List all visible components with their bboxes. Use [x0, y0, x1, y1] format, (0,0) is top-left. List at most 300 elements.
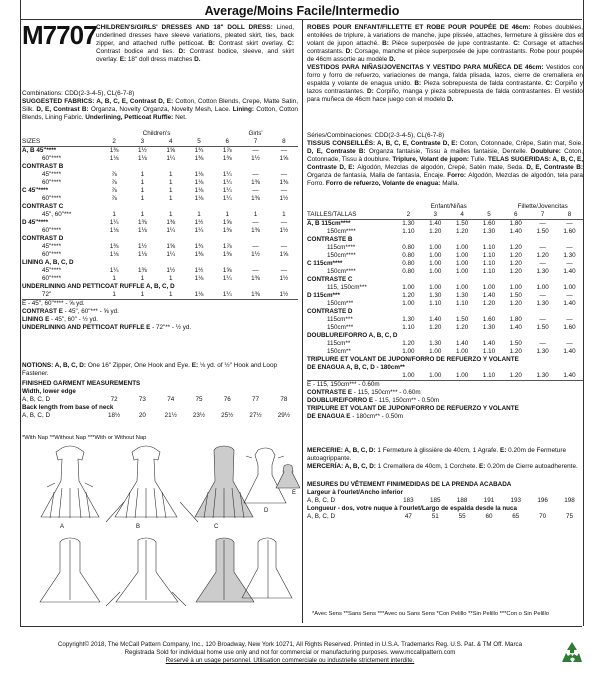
desc-fr-bold: D. — [389, 56, 396, 63]
yardage-cell: — — [280, 267, 287, 274]
yardage-row — [22, 227, 298, 235]
section-row — [22, 259, 298, 267]
recycle-icon — [558, 640, 586, 668]
english-fabrics — [22, 98, 298, 122]
row-label: 60"**** — [42, 155, 62, 162]
sketch-back-views — [40, 538, 292, 606]
row-label: 60"**** — [42, 227, 62, 234]
back-label-row — [22, 404, 298, 412]
yardage-row — [22, 267, 298, 275]
view-label-b: B — [136, 524, 141, 530]
yardage-cell: — — [252, 171, 259, 178]
notions-es-text: 0.20m de Cierre autoadherente. — [487, 463, 578, 470]
yardage-row — [307, 324, 583, 332]
note-cell: CONTRASTE E - 115, 150cm*** - 0.60m — [307, 389, 421, 396]
section-row — [307, 308, 583, 316]
desc-en-bold: CHILDREN'S/GIRLS' DRESSES AND 18" DOLL DRESS: — [96, 24, 277, 31]
note-row — [22, 300, 298, 309]
yardage-cell: 0.80 — [402, 244, 415, 251]
measure-cell: 72 — [110, 396, 118, 403]
fabrics-es-bold: TELAS SUGERIDAS: A, B, C, E, Contraste D, E: — [307, 156, 584, 171]
desc-en-text: 18" doll dress matches — [127, 56, 195, 63]
section-label: CONTRASTE B — [307, 236, 353, 243]
fabrics-en-bold: D, E, Contrast B: — [36, 106, 91, 113]
fabrics-en-bold: SUGGESTED FABRICS: A, B, C, E, Contrast D, E: — [22, 98, 176, 105]
yardage-cell: 1.40 — [482, 292, 496, 299]
yardage-cell: 1.20 — [509, 300, 522, 307]
sketch-view-e — [276, 465, 300, 489]
fabrics-en-bold: Lining: — [232, 106, 257, 113]
yardage-cell: 1.80 — [509, 316, 522, 323]
yardage-cell: 1.30 — [429, 340, 442, 347]
yardage-row — [22, 243, 298, 251]
yardage-cell: 1.20 — [455, 228, 469, 235]
size-header-cell: 4 — [449, 211, 476, 220]
yardage-cell: 1.00 — [509, 284, 522, 291]
yardage-cell: 1.10 — [402, 228, 415, 235]
width-label: Width, lower edge — [22, 388, 76, 395]
notions-en-bold: NOTIONS: A, B, C, D: — [22, 362, 88, 369]
yardage-cell: — — [566, 260, 573, 267]
yardage-cell: 1.00 — [455, 284, 469, 291]
note-bold: DE ENAGUA E — [307, 413, 351, 420]
row-label: 150cm*** — [327, 300, 354, 307]
yardage-row — [22, 171, 298, 179]
finished-title: MESURES DU VÊTEMENT FINI/MEDIDAS DE LA PRENDA ACABADA — [307, 481, 512, 488]
yardage-cell: 1.30 — [455, 292, 469, 299]
size-header-cell: 8 — [270, 138, 298, 147]
yardage-cell: 1¾ — [194, 147, 204, 154]
yardage-cell: 1½ — [279, 275, 289, 282]
yardage-cell: 1.50 — [509, 292, 522, 299]
measure-cell: 51 — [431, 513, 439, 520]
yardage-cell: 1.20 — [455, 324, 469, 331]
measure-cell: 20 — [138, 412, 146, 419]
yardage-cell: 1.40 — [509, 228, 522, 235]
yardage-cell: 1.00 — [455, 268, 469, 275]
right-border — [583, 0, 584, 626]
row-label: 115cm*** — [327, 316, 353, 323]
yardage-cell: 1.20 — [402, 340, 415, 347]
measure-cell: 75 — [566, 513, 574, 520]
yardage-cell: 1.40 — [482, 340, 496, 347]
yardage-row — [22, 211, 298, 219]
fabrics-es-bold: Forro: — [447, 172, 469, 179]
measure-cell: 191 — [483, 497, 495, 504]
fabrics-fr-text: Tulle. — [470, 156, 487, 163]
yardage-cell: ⅞ — [111, 195, 117, 202]
yardage-row — [22, 179, 298, 187]
note-row — [22, 316, 298, 324]
sketch-view-a — [41, 446, 99, 518]
english-combinations: Combinations: CDD(2-3-4-5), CL(6-7-8) — [22, 90, 135, 97]
fabrics-fr-bold: TISSUS CONSEILLÉS: A, B, C, E, Contraste D, E: — [307, 140, 460, 147]
section-label: CONTRAST B — [22, 163, 64, 170]
yardage-row — [22, 155, 298, 163]
yardage-row — [307, 252, 583, 260]
yardage-cell: 1⅜ — [109, 243, 119, 250]
yardage-cell: 1¼ — [222, 179, 232, 186]
row-label: D 45"**** — [22, 219, 49, 226]
size-header-cell: 5 — [185, 138, 213, 147]
yardage-cell: 1⅜ — [166, 219, 176, 226]
yardage-cell: 1.50 — [536, 228, 549, 235]
yardage-cell: 1.10 — [482, 244, 496, 251]
yardage-cell: 1½ — [194, 267, 204, 274]
yardage-cell: — — [252, 243, 259, 250]
girls-label: Girls' — [248, 130, 263, 137]
yardage-cell: 1.30 — [536, 268, 549, 275]
desc-fr-text: Corsage et attaches contrastants. — [307, 40, 583, 55]
sketch-view-b — [106, 446, 198, 522]
desc-es-text: Corpiño, manga y pieza sobrepuesta de falda contrastantes. El vestido para muñeca de 46cm hace juego con el modelo — [307, 88, 583, 103]
yardage-cell: 1 — [128, 291, 156, 300]
yardage-cell: 1⅛ — [194, 195, 204, 202]
yardage-cell: 1⅝ — [279, 251, 289, 258]
yardage-cell: 1.20 — [502, 372, 529, 381]
desc-fr-bold: C: — [513, 40, 524, 47]
yardage-cell: 1.10 — [402, 324, 415, 331]
width-label-row — [307, 489, 583, 497]
note-bold: CONTRASTE E — [307, 389, 353, 396]
desc-en-bold: C: — [287, 40, 294, 47]
yardage-cell: 1.00 — [429, 284, 442, 291]
desc-es-bold: C: — [545, 80, 555, 87]
yardage-cell: 1⅜ — [251, 179, 260, 186]
yardage-cell: 1⅛ — [194, 171, 204, 178]
desc-en-text: Contrast bodice and ties. — [96, 48, 179, 55]
yardage-cell: 1½ — [251, 155, 260, 162]
measure-cell: 193 — [510, 497, 522, 504]
yardage-cell: 1⅛ — [109, 155, 119, 162]
yardage-cell: 1 — [168, 179, 173, 186]
yardage-cell: — — [280, 171, 287, 178]
yardage-cell: 1.30 — [529, 372, 556, 381]
yardage-cell: 1¼ — [166, 227, 176, 234]
yardage-cell: 1¼ — [166, 251, 176, 258]
row-label: 45"**** — [42, 267, 62, 274]
size-header-cell: 6 — [502, 211, 529, 220]
yardage-cell: — — [280, 187, 287, 194]
yardage-cell: 1 — [140, 195, 145, 202]
measure-cell: 75 — [195, 396, 203, 403]
yardage-cell: 1.00 — [429, 252, 442, 259]
yardage-cell: 1.50 — [455, 220, 469, 227]
row-label: 45", 60"*** — [42, 211, 72, 218]
section-row — [22, 163, 298, 171]
size-header-cell: 4 — [157, 138, 185, 147]
size-group-row — [307, 203, 583, 211]
fabrics-es-bold: D, E, Contraste B: — [526, 164, 584, 171]
measure-cell: 29½ — [277, 412, 290, 419]
yardage-cell: 1.00 — [429, 244, 442, 251]
yardage-cell: 1¼ — [222, 275, 232, 282]
yardage-cell: 1¼ — [222, 171, 232, 178]
fabrics-es-text: Organza de fantasía, Malla de fantasía, Encaje. — [307, 172, 448, 179]
note-cell: E - 45", 60"**** - ⅝ yd. — [22, 300, 85, 307]
notions-fr-bold: E: — [499, 447, 509, 454]
view-label-d: D — [264, 508, 269, 514]
measure-cell: 47 — [404, 513, 412, 520]
size-header-cell: 3 — [128, 138, 156, 147]
measure-cell: 74 — [167, 396, 175, 403]
fabrics-en-text: Net. — [175, 114, 187, 121]
yardage-cell: 1⅝ — [222, 219, 232, 226]
sizes-label: SIZES — [22, 138, 100, 147]
yardage-cell: 1.30 — [429, 292, 442, 299]
yardage-cell: 1¼ — [166, 155, 176, 162]
yardage-row — [307, 348, 583, 356]
notions-en-bold: E: — [191, 362, 200, 369]
desc-es-text: Vestidos con forro y forro de refuerzo, variaciones de manga, falda plisada, lazos, cierre de cremallera en espalda y volante de enagua unido. — [307, 64, 583, 87]
size-header-cell: 6 — [213, 138, 241, 147]
row-label: 115, 150cm*** — [327, 284, 367, 291]
size-header-cell: 3 — [422, 211, 449, 220]
section-label: LINING A, B, C, D — [22, 259, 74, 266]
yardage-cell: 1⅜ — [251, 195, 260, 202]
yardage-cell: 1.00 — [429, 268, 442, 275]
note-bold: TRIPLURE ET VOLANT DE JUPON/FORRO DE REFUERZO Y VOLANTE — [307, 405, 519, 412]
yardage-cell: 1 — [225, 211, 230, 218]
note-cell: DOUBLURE/FORRO E - 115, 150cm** - 0.50m — [307, 397, 440, 404]
finished-title-row — [307, 481, 583, 489]
yardage-cell: 1½ — [138, 243, 147, 250]
blank-cell — [22, 130, 100, 138]
yardage-cell: 1⅛ — [138, 155, 147, 162]
desc-fr-text: Pièce superposée de jupe contrastante. — [391, 40, 514, 47]
yardage-cell: 1.00 — [429, 348, 442, 355]
yardage-cell: 1 — [282, 211, 286, 218]
row-label: 72" — [22, 291, 100, 300]
desc-fr-bold: ROBES POUR ENFANT/FILLETTE ET ROBE POUR POUPÉE DE 46cm: — [307, 24, 534, 31]
size-header-cell: 7 — [241, 138, 269, 147]
measure-cell: 60 — [485, 513, 493, 520]
sketch-view-c — [195, 446, 253, 518]
yardage-cell: 1½ — [166, 267, 176, 274]
yardage-cell: 1¼ — [109, 219, 119, 226]
yardage-cell: 1⅝ — [279, 155, 289, 162]
yardage-cell: 1.10 — [476, 372, 503, 381]
row-label: A, B, C, D — [307, 497, 335, 504]
desc-en-text: Lined, underlined dresses have sleeve variations, pleated skirt, ties, back zipper, and attached ruffle petticoat. — [96, 24, 294, 47]
note-cell: UNDERLINING AND PETTICOAT RUFFLE E - 72"** - ½ yd. — [22, 324, 192, 331]
yardage-cell: 1.00 — [449, 372, 476, 381]
section-row — [307, 236, 583, 244]
yardage-row — [307, 340, 583, 348]
yardage-cell: 1.10 — [429, 300, 442, 307]
desc-es-bold: B: — [414, 80, 424, 87]
yardage-cell: 1⅝ — [222, 267, 232, 274]
yardage-cell: 1.50 — [536, 324, 549, 331]
center-divider — [302, 19, 303, 623]
measure-cell: 183 — [403, 497, 414, 504]
yardage-cell: — — [566, 316, 573, 323]
desc-fr-text: Corsage, manche et pièce superposée de jupe contrastants. Robe pour poupée de 46cm assortie au modèle — [307, 48, 583, 63]
desc-en-bold: B: — [208, 40, 219, 47]
section-row — [307, 364, 583, 372]
row-label: 45"**** — [42, 171, 62, 178]
yardage-cell: 1.20 — [509, 268, 522, 275]
yardage-row — [307, 244, 583, 252]
section-label: UNDERLINING AND PETTICOAT RUFFLE A, B, C, D — [22, 283, 175, 290]
note-cell: LINING E - 45", 60" - ½ yd. — [22, 316, 98, 323]
note-cell: CONTRAST E - 45", 60"*** - ⅝ yd. — [22, 308, 119, 315]
yardage-cell: 1.10 — [482, 268, 496, 275]
notions-fr-bold: MERCERIE: A, B, C, D: — [307, 447, 378, 454]
note-bold: DOUBLURE/FORRO E — [307, 397, 374, 404]
yardage-cell: 1.00 — [395, 372, 422, 381]
yardage-cell: — — [280, 243, 287, 250]
yardage-cell: — — [539, 316, 546, 323]
yardage-cell: — — [539, 292, 546, 299]
size-header-cell: 7 — [529, 211, 556, 220]
yardage-cell: 1⅝ — [166, 243, 176, 250]
copyright-line: Copyright© 2018, The McCall Pattern Company, Inc., 120 Broadway, New York 10271, All Rights Reserved. Printed in U.S.A. Trademarks Reg. U.S. Pat. & TM Off. Marca — [57, 641, 523, 648]
yardage-row — [22, 291, 298, 300]
measure-cell: 73 — [138, 396, 146, 403]
usage-line-fr: Reservé à un usage personnel. Utilisation commerciale ou industrielle strictement interdite. — [165, 657, 415, 664]
yardage-cell: 1⅜ — [279, 179, 289, 186]
note-bold: CONTRAST E — [22, 308, 63, 315]
footer — [30, 641, 550, 665]
row-label: D 115cm*** — [307, 292, 340, 299]
row-label: 60"**** — [42, 179, 62, 186]
desc-es-text: Corpiño y lazos contrastantes. — [307, 80, 583, 95]
french-notions — [307, 447, 583, 471]
yardage-cell: 1 — [112, 275, 116, 282]
measure-cell: 65 — [512, 513, 520, 520]
yardage-cell: 1¼ — [222, 187, 232, 194]
section-label: TRIPLURE ET VOLANT DE JUPON/FORRO DE REFUERZO Y VOLANTE — [307, 356, 519, 363]
row-label: 45"**** — [42, 243, 62, 250]
yardage-cell: 1.40 — [429, 316, 442, 323]
size-header-cell: 8 — [556, 211, 583, 220]
childrens-label: Enfant/Niñas — [430, 203, 467, 210]
yardage-cell: 1.20 — [429, 228, 442, 235]
fabrics-fr-bold: Triplure, Volant de jupon: — [392, 156, 471, 163]
back-length-label: Back length from base of neck — [22, 404, 114, 411]
page-title: Average/Moins Facile/Intermedio — [204, 4, 400, 18]
desc-fr-bold: D: — [345, 48, 355, 55]
yardage-cell: 1.50 — [455, 316, 469, 323]
yardage-cell: 1.00 — [536, 284, 549, 291]
measure-cell: 185 — [430, 497, 441, 504]
desc-fr-text: Robes doublées, entoilées de triplure, à variations de manche, jupe plissée, attaches, fermeture à glissière dos et volant de jupon attaché. — [307, 24, 584, 47]
yardage-cell: 1.40 — [509, 324, 522, 331]
yardage-cell: 1⅞ — [222, 147, 232, 154]
notions-es-bold: MERCERÍA: A, B, C, D: — [307, 463, 378, 470]
yardage-cell: 1.10 — [482, 260, 496, 267]
back-length-label: Longueur - dos, votre nuque à l'ourlet/Largo de espalda desde la nuca — [307, 505, 518, 512]
notions-en-text: ⅛ yd. of ½" Hook and Loop Fastener. — [22, 362, 278, 377]
row-label: A, B, C, D — [22, 396, 50, 403]
yardage-cell: 1.80 — [509, 220, 522, 227]
yardage-row — [307, 228, 583, 236]
yardage-cell: — — [280, 219, 287, 226]
view-sketches — [20, 442, 300, 612]
yardage-cell: 1 — [140, 275, 145, 282]
section-row — [22, 283, 298, 291]
yardage-cell: — — [566, 292, 573, 299]
fabrics-fr-text: Coton, Cotonnade, Crêpe, Satin mat, Soie. — [459, 140, 583, 147]
yardage-row — [307, 316, 583, 324]
yardage-cell: ⅞ — [111, 187, 117, 194]
yardage-cell: 1 — [100, 291, 128, 300]
width-label: Largeur à l'ourlet/Ancho inferior — [307, 489, 403, 496]
yardage-cell: 1⅜ — [222, 227, 232, 234]
yardage-cell: 1.60 — [563, 324, 576, 331]
row-label: C 115cm**** — [307, 260, 343, 267]
yardage-cell: 1 — [157, 291, 185, 300]
row-label: 150cm**** — [327, 228, 356, 235]
yardage-cell: 1½ — [279, 227, 289, 234]
yardage-cell: 1 — [140, 211, 145, 218]
note-cell: E - 115, 150cm*** - 0.60m — [307, 381, 380, 388]
yardage-cell: 1.10 — [482, 252, 496, 259]
yardage-row — [22, 195, 298, 203]
width-row — [307, 497, 583, 505]
yardage-cell: 1.00 — [455, 252, 469, 259]
desc-fr-bold: B: — [382, 40, 392, 47]
yardage-cell: — — [539, 340, 546, 347]
yardage-row — [307, 292, 583, 300]
notions-en-text: One 16" Zipper, One Hook and Eye. — [87, 362, 192, 369]
row-label: C 45"**** — [22, 187, 49, 194]
yardage-cell: 1.10 — [482, 348, 496, 355]
yardage-cell: — — [566, 244, 573, 251]
row-label: 60"**** — [42, 251, 62, 258]
english-finished-measurements — [22, 380, 298, 420]
finished-title: FINISHED GARMENT MEASUREMENTS — [22, 380, 141, 387]
yardage-cell: — — [252, 187, 259, 194]
english-description — [96, 24, 294, 64]
yardage-cell: 1⅛ — [185, 291, 213, 300]
yardage-cell: 1.00 — [455, 348, 469, 355]
yardage-row — [307, 220, 583, 229]
fabrics-en-text: Cotton, Cotton Blends, Crepe, Matte Satin, Silk. — [22, 98, 298, 113]
yardage-cell: 1.00 — [402, 300, 415, 307]
sketch-view-d — [244, 448, 286, 503]
measure-cell: 76 — [223, 396, 231, 403]
fabrics-fr-bold: D, E, Contraste B: — [307, 148, 369, 155]
yardage-cell: 1.40 — [455, 340, 469, 347]
row-label: 60"**** — [42, 275, 62, 282]
yardage-row — [22, 219, 298, 227]
yardage-cell: 1⅞ — [222, 243, 232, 250]
yardage-cell: 1 — [168, 211, 173, 218]
usage-line: Registrada Sold for individual home use only and not for commercial or manufacturing purposes. www.mccallpattern.com — [124, 649, 456, 656]
yardage-cell: ⅞ — [111, 171, 117, 178]
sizes-header-row — [22, 138, 298, 147]
yardage-cell: 1.20 — [509, 252, 522, 259]
yardage-cell: 1.20 — [509, 348, 522, 355]
row-label: A, B, C, D — [22, 412, 50, 419]
yardage-cell: — — [566, 220, 573, 227]
yardage-cell: 1 — [168, 171, 173, 178]
size-header-cell: 2 — [395, 211, 422, 220]
yardage-cell: 1 — [168, 195, 173, 202]
yardage-cell: 1⅛ — [194, 179, 204, 186]
back-row — [307, 513, 583, 521]
row-label: A, B 115cm**** — [307, 220, 351, 227]
section-label: CONTRASTE D — [307, 308, 353, 315]
yardage-cell: 1.00 — [422, 372, 449, 381]
desc-en-text: Contrast bodice, sleeve, and skirt overlay. — [96, 48, 294, 63]
section-label: CONTRASTE C — [307, 276, 353, 283]
yardage-cell: 1.00 — [429, 260, 442, 267]
row-label: 150cm** — [327, 348, 351, 355]
yardage-cell: — — [539, 260, 546, 267]
